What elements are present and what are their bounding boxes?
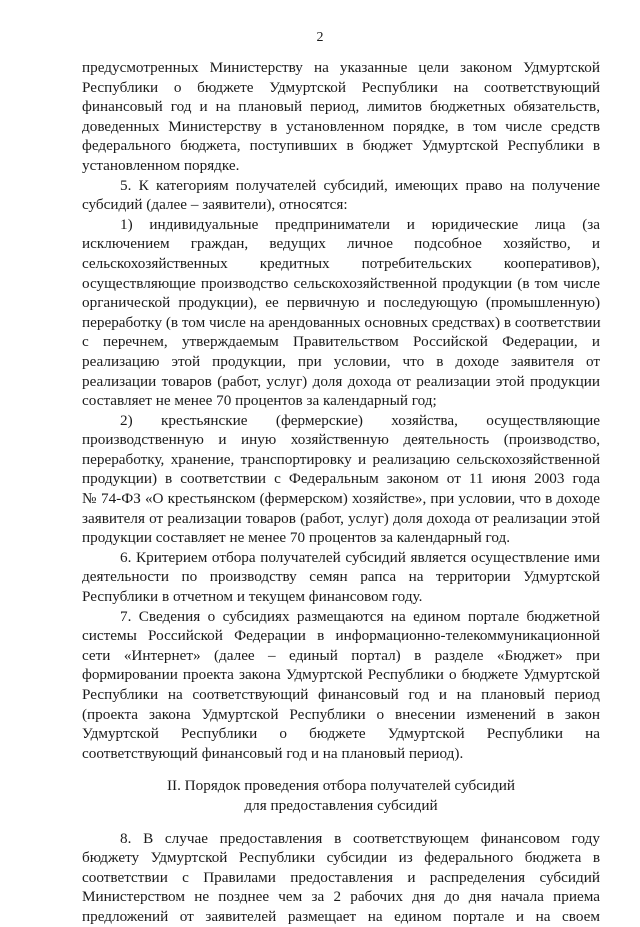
text-line: переработку, хранение, транспортировку и реализацию сельскохозяйственной xyxy=(82,450,600,468)
text-line: заявителя от реализации товаров (работ, услуг) доля дохода от реализации этой xyxy=(82,509,600,527)
text-line: субсидий (далее – заявители), относятся: xyxy=(82,196,348,214)
text-line: финансовый год и на плановый период, лимитов бюджетных обязательств, xyxy=(82,98,600,116)
text-line: бюджету Удмуртской Республики субсидии из федерального бюджета в xyxy=(82,849,600,867)
text-line: сети «Интернет» (далее – единый портал) в разделе «Бюджет» при xyxy=(82,646,600,664)
text-line: 2) крестьянские (фермерские) хозяйства, осуществляющие xyxy=(120,411,600,429)
text-line: предложений от заявителей размещает на едином портале и на своем xyxy=(82,907,600,925)
spacer xyxy=(82,816,600,829)
text-line: Республики в отчетном и текущем финансовом году. xyxy=(82,588,423,606)
text-line: исключением граждан, ведущих личное подсобное хозяйство, и xyxy=(82,235,600,253)
spacer xyxy=(82,763,600,776)
paragraphs-block-1 xyxy=(82,58,600,763)
paragraphs-block-2 xyxy=(82,829,600,927)
text-line: соответствующий финансовый год и на плановый период). xyxy=(82,744,464,762)
section-heading-line: для предоставления субсидий xyxy=(244,796,438,814)
text-line: предусмотренных Министерству на указанные цели законом Удмуртской xyxy=(82,59,600,76)
text-line: реализации товаров (работ, услуг) доля дохода от реализации этой продукции xyxy=(82,372,600,390)
text-line: 5. К категориям получателей субсидий, имеющих право на получение xyxy=(120,176,600,194)
text-line: доведенных Министерству в установленном порядке, в том числе средств xyxy=(82,117,600,135)
text-line: Республики на соответствующий финансовый год и на плановый период xyxy=(82,686,600,703)
text-line: реализацию этой продукции, при условии, что в доходе заявителя от xyxy=(82,352,600,370)
text-line: 1) индивидуальные предприниматели и юридические лица (за xyxy=(120,215,600,233)
text-line: продукции составляет не менее 70 процентов за календарный год. xyxy=(82,529,511,547)
text-line: Министерством не позднее чем за 2 рабочих дня до дня начала приема xyxy=(82,888,600,906)
text-line: 6. Критерием отбора получателей субсидий является осуществление ими xyxy=(120,548,600,566)
text-line: 7. Сведения о субсидиях размещаются на едином портале бюджетной xyxy=(120,607,600,625)
text-line: органической продукции), ее первичную и последующую (промышленную) xyxy=(82,294,600,312)
text-line: формировании проекта закона Удмуртской Республики о бюджете Удмуртской xyxy=(82,666,600,684)
text-line: осуществляющие производство сельскохозяйственной продукции (в том числе xyxy=(82,274,600,292)
text-line: (проекта закона Удмуртской Республики о внесении изменений в закон xyxy=(82,705,600,723)
text-line: Удмуртской Республики о бюджете Удмуртской Республики на xyxy=(82,725,600,743)
text-line: продукции) в соответствии с Федеральным законом от 11 июня 2003 года xyxy=(82,470,600,488)
text-line: сельскохозяйственных кредитных потребительских кооперативов), xyxy=(82,254,600,272)
text-line: соответствии с Правилами предоставления и распределения субсидий xyxy=(82,868,600,886)
text-line: системы Российской Федерации в информационно-телекоммуникационной xyxy=(82,627,600,645)
text-line: 8. В случае предоставления в соответствующем финансовом году xyxy=(120,829,600,847)
text-line: установленном порядке. xyxy=(82,156,240,174)
text-line: производственную и иную хозяйственную деятельность (производство, xyxy=(82,431,600,449)
text-line: с перечнем, утверждаемым Правительством Российской Федерации, и xyxy=(82,333,600,351)
text-line: Республики о бюджете Удмуртской Республики на соответствующий xyxy=(82,78,600,96)
section-heading-line: II. Порядок проведения отбора получателей субсидий xyxy=(166,777,516,795)
text-line: деятельности по производству семян рапса на территории Удмуртской xyxy=(82,568,600,586)
document-body xyxy=(82,58,600,927)
text-line: переработку (в том числе на арендованных основных средствах) в соответствии xyxy=(82,313,601,331)
text-line: составляет не менее 70 процентов за календарный год; xyxy=(82,392,437,410)
section-heading xyxy=(82,776,600,815)
text-line: федерального бюджета, поступивших в бюджет Удмуртской Республики в xyxy=(82,137,600,155)
text-line: № 74-ФЗ «О крестьянском (фермерском) хозяйстве», при условии, что в доходе xyxy=(82,490,600,508)
page-number: 2 xyxy=(316,30,324,45)
